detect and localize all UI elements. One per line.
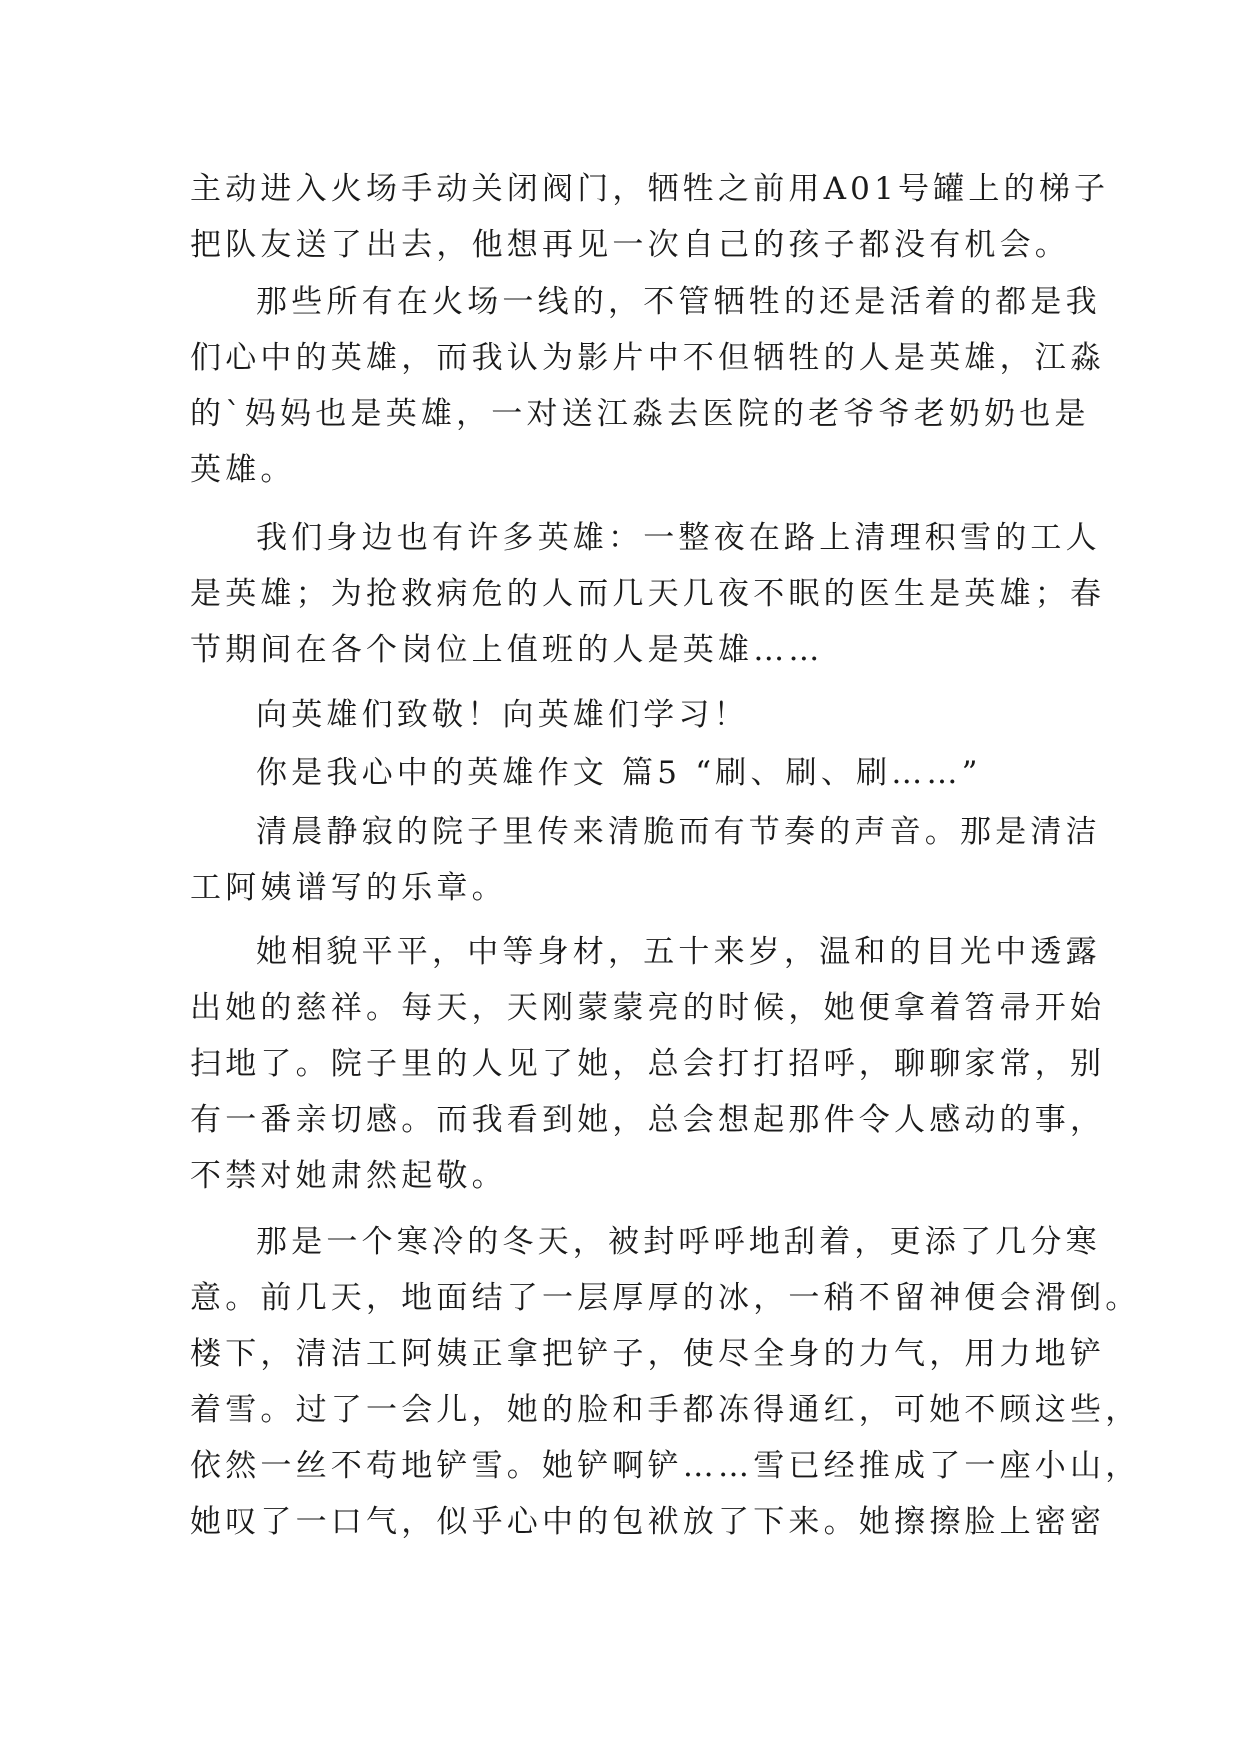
text-line: 的`妈妈也是英雄，一对送江淼去医院的老爷爷老奶奶也是 <box>190 396 1090 432</box>
text-line: 楼下，清洁工阿姨正拿把铲子，使尽全身的力气，用力地铲 <box>190 1336 1106 1372</box>
text-line: 有一番亲切感。而我看到她，总会想起那件令人感动的事， <box>190 1102 1106 1138</box>
text-line: 出她的慈祥。每天，天刚蒙蒙亮的时候，她便拿着笤帚开始 <box>190 990 1106 1026</box>
text-line: 们心中的英雄，而我认为影片中不但牺牲的人是英雄，江淼 <box>190 340 1106 376</box>
text-line: 是英雄；为抢救病危的人而几天几夜不眠的医生是英雄；春 <box>190 576 1106 612</box>
paragraph-start-line: 那是一个寒冷的冬天，被封呼呼地刮着，更添了几分寒 <box>256 1224 1101 1260</box>
text-line: 主动进入火场手动关闭阀门，牺牲之前用A01号罐上的梯子 <box>190 171 1110 207</box>
section-heading-line: 你是我心中的英雄作文 篇5 “刷、刷、刷……” <box>256 755 982 791</box>
text-line: 她叹了一口气，似乎心中的包袱放了下来。她擦擦脸上密密 <box>190 1504 1106 1540</box>
text-line: 节期间在各个岗位上值班的人是英雄…… <box>190 632 824 668</box>
text-line: 意。前几天，地面结了一层厚厚的冰，一稍不留神便会滑倒。 <box>190 1280 1141 1316</box>
text-line: 工阿姨谱写的乐章。 <box>190 870 507 906</box>
text-line: 扫地了。院子里的人见了她，总会打打招呼，聊聊家常，别 <box>190 1046 1106 1082</box>
paragraph-start-line: 她相貌平平，中等身材，五十来岁，温和的目光中透露 <box>256 934 1101 970</box>
text-line: 着雪。过了一会儿，她的脸和手都冻得通红，可她不顾这些， <box>190 1392 1141 1428</box>
text-line: 英雄。 <box>190 452 296 488</box>
paragraph-start-line: 那些所有在火场一线的，不管牺牲的还是活着的都是我 <box>256 284 1101 320</box>
text-line: 不禁对她肃然起敬。 <box>190 1158 507 1194</box>
paragraph-start-line: 向英雄们致敬！向英雄们学习！ <box>256 697 749 733</box>
paragraph-start-line: 清晨静寂的院子里传来清脆而有节奏的声音。那是清洁 <box>256 814 1101 850</box>
text-line: 把队友送了出去，他想再见一次自己的孩子都没有机会。 <box>190 227 1070 263</box>
paragraph-start-line: 我们身边也有许多英雄：一整夜在路上清理积雪的工人 <box>256 520 1101 556</box>
text-line: 依然一丝不苟地铲雪。她铲啊铲……雪已经推成了一座小山， <box>190 1448 1141 1484</box>
